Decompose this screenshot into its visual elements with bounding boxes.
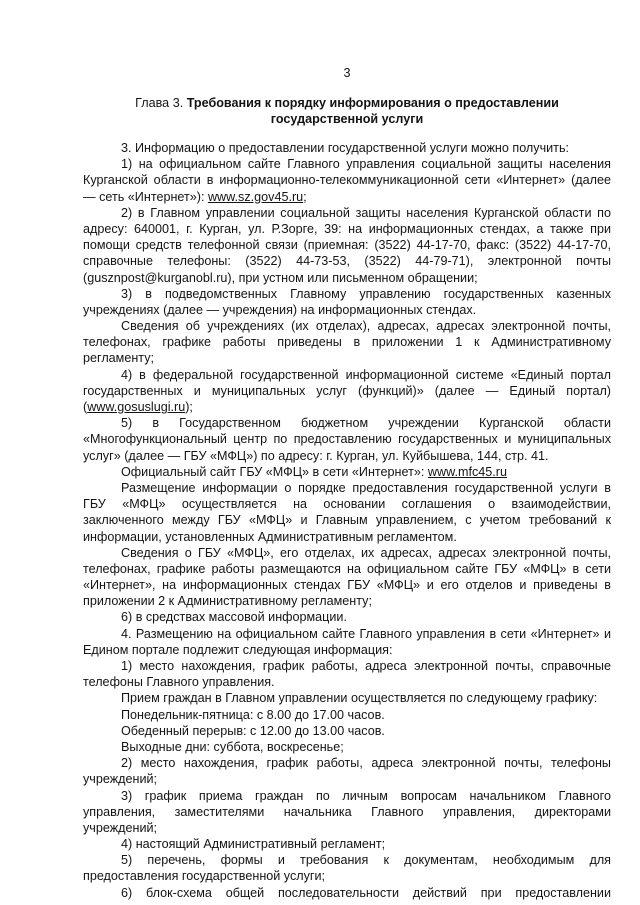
- text-segment: Официальный сайт ГБУ «МФЦ» в сети «Интернет»:: [121, 464, 428, 479]
- chapter-number: Глава 3.: [135, 96, 184, 110]
- text-line: [83, 399, 611, 415]
- paragraph: [83, 480, 611, 545]
- chapter-heading: [83, 95, 611, 127]
- text-segment: ;: [303, 189, 307, 204]
- text-line: 6) блок-схема общей последовательности действий при предоставлении: [121, 885, 611, 900]
- paragraph: [83, 658, 611, 690]
- paragraph: [83, 885, 611, 901]
- website-link[interactable]: www.gosuslugi.ru: [87, 400, 186, 414]
- text-line: Обеденный перерыв: с 12.00 до 13.00 часов.: [121, 723, 385, 738]
- website-link[interactable]: www.sz.gov45.ru: [207, 189, 304, 204]
- paragraph: [83, 755, 611, 787]
- text-line: 4) в федеральной государственной информационной системе «Единый портал: [121, 367, 611, 382]
- text-line: Понедельник-пятница: с 8.00 до 17.00 часов.: [121, 707, 385, 722]
- paragraph: [83, 140, 611, 156]
- text-line: телефонах, графике работы приведены в приложении 1 к Административному: [83, 335, 611, 350]
- paragraph: [83, 318, 611, 367]
- text-line: Курганской области в информационно-телекоммуникационной сети «Интернет» (далее: [83, 173, 611, 188]
- paragraph: [83, 723, 611, 739]
- paragraph: [83, 156, 611, 205]
- text-line: учреждений;: [83, 820, 158, 835]
- text-line: предоставления государственной услуги;: [83, 869, 326, 884]
- text-line: адресу: 640001, г. Курган, ул. Р.Зорге, 39: на информационных стендах, а также при: [83, 221, 611, 236]
- text-line: (gusznpost@kurganobl.ru), при устном или письменном обращении;: [83, 270, 478, 285]
- text-line: справочные телефоны: (3522) 44-73-53, (3522) 44-79-71), электронной почты: [83, 254, 611, 269]
- text-line: 4) настоящий Административный регламент;: [121, 837, 386, 852]
- text-line: 2) место нахождения, график работы, адреса электронной почты, телефоны: [121, 756, 611, 771]
- text-line: Сведения о ГБУ «МФЦ», его отделах, их адресах, адресах электронной почты,: [121, 545, 611, 560]
- text-line: Сведения об учреждениях (их отделах), адресах, адресах электронной почты,: [121, 319, 611, 334]
- paragraph: [83, 367, 611, 416]
- text-line: государственных и муниципальных услуг (функций)» (далее — Единый портал): [83, 383, 611, 398]
- text-line: 6) в средствах массовой информации.: [121, 610, 347, 625]
- text-line: 5) в Государственном бюджетном учреждении Курганской области: [121, 416, 611, 431]
- text-line: «Многофункциональный центр по предоставлению государственных и муниципальных: [83, 432, 611, 447]
- text-line: управления, заместителями начальника Главного управления, директорами: [83, 804, 611, 819]
- chapter-title: Требования к порядку информирования о предоставлении: [186, 96, 559, 110]
- text-line: телефонах, графике работы размещаются на официальном сайте ГБУ «МФЦ» в сети: [83, 561, 611, 576]
- paragraph: [83, 690, 611, 706]
- paragraph: [83, 788, 611, 837]
- text-line: приложении 2 к Административному регламенту;: [83, 594, 372, 609]
- paragraph: [83, 852, 611, 884]
- paragraph: [83, 707, 611, 723]
- paragraph: [83, 739, 611, 755]
- text-line: 1) на официальном сайте Главного управления социальной защиты населения: [121, 157, 611, 172]
- paragraph: [83, 464, 611, 480]
- text-line: 2) в Главном управлении социальной защиты населения Курганской области по: [121, 205, 611, 220]
- text-line: учреждениях (далее — учреждения) на информационных стендах.: [83, 302, 477, 317]
- text-segment: — сеть «Интернет»):: [83, 189, 208, 204]
- paragraph: [83, 836, 611, 852]
- text-line: Прием граждан в Главном управлении осуществляется по следующему графику:: [121, 691, 598, 706]
- text-line: услуг» (далее — ГБУ «МФЦ») по адресу: г. Курган, ул. Куйбышева, 144, стр. 41.: [83, 448, 549, 463]
- text-line: ГБУ «МФЦ» осуществляется на основании соглашения о взаимодействии,: [83, 497, 611, 512]
- text-line: 3. Информацию о предоставлении государственной услуги можно получить:: [121, 141, 570, 155]
- text-line: 1) место нахождения, график работы, адреса электронной почты, справочные: [121, 659, 611, 673]
- text-line: телефоны Главного управления.: [83, 675, 275, 690]
- text-line: информации, установленных Административным регламентом.: [83, 529, 457, 544]
- text-line: [83, 189, 611, 205]
- paragraph: [83, 545, 611, 610]
- paragraph: [83, 205, 611, 286]
- text-line: Едином портале подлежит следующая информация:: [83, 642, 393, 657]
- document-body: [83, 140, 611, 901]
- paragraph: [83, 286, 611, 318]
- text-line: 4. Размещению на официальном сайте Главного управления в сети «Интернет» и: [121, 626, 611, 641]
- paragraph: [83, 609, 611, 625]
- text-segment: );: [185, 400, 193, 414]
- paragraph: [83, 626, 611, 658]
- text-segment: (: [83, 400, 88, 414]
- page-number: 3: [343, 66, 351, 80]
- paragraph: [83, 415, 611, 464]
- text-line: [83, 464, 611, 480]
- text-line: учреждений;: [83, 772, 158, 787]
- text-line: «Интернет», на информационных стендах ГБУ «МФЦ» и его отделов и приведены в: [83, 578, 611, 593]
- text-line: помощи средств телефонной связи (приемная: (3522) 44-17-70, факс: (3522) 44-17-70,: [83, 238, 611, 253]
- text-line: регламенту;: [83, 351, 154, 366]
- text-line: 3) в подведомственных Главному управлению государственных казенных: [121, 286, 611, 301]
- text-line: 3) график приема граждан по личным вопросам начальником Главного: [121, 788, 611, 803]
- text-line: Выходные дни: суббота, воскресенье;: [121, 739, 344, 754]
- website-link[interactable]: www.mfc45.ru: [427, 464, 507, 479]
- text-line: 5) перечень, формы и требования к документам, необходимым для: [121, 853, 611, 868]
- chapter-heading-line: [83, 95, 611, 111]
- text-line: Размещение информации о порядке предоставления государственной услуги в: [121, 480, 611, 495]
- chapter-title-continued: государственной услуги: [270, 112, 424, 127]
- text-line: заключенного между ГБУ «МФЦ» и Главным управлением, с учетом требований к: [83, 513, 611, 528]
